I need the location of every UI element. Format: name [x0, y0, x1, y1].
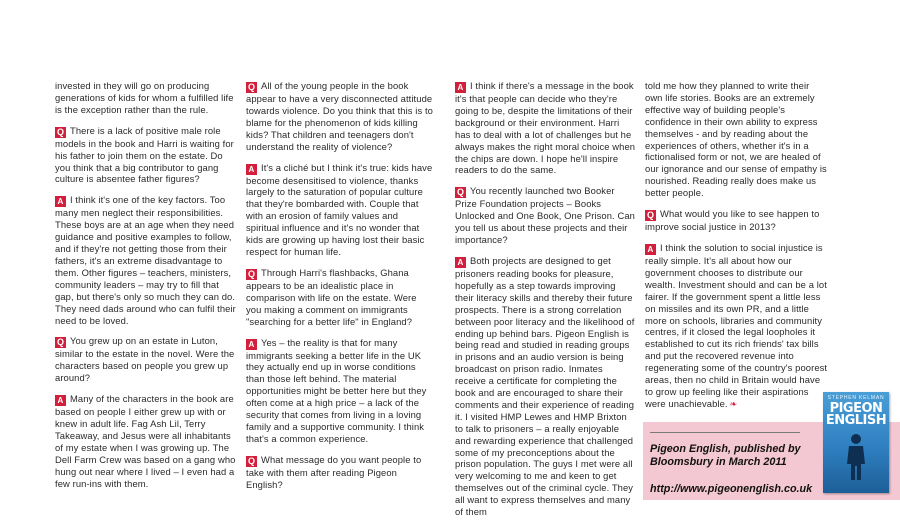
answer-paragraph — [246, 337, 434, 445]
paragraph-text: There is a lack of positive male role models in the book and Harri is waiting for his father to join them on the estate. Do you think that a big contributor to gang culture is absentee father figures? — [55, 124, 234, 185]
paragraph-text: Through Harri's flashbacks, Ghana appears to be an idealistic place in comparison with life on the estate. Were you making a comment on immigrants "searching for a better life" in England? — [246, 266, 417, 327]
paragraph-text: It's a cliché but I think it's true: kids have become desensitised to violence, thanks largely to the saturation of popular culture that they're bombarded with. Couple that with an erosion of family values and spiritual influence and it's no wonder that kids are growing up having lost their basic respect for human life. — [246, 161, 433, 257]
book-cover-image — [823, 392, 889, 493]
answer-marker-icon: A — [246, 164, 257, 175]
answer-paragraph — [645, 242, 829, 411]
answer-paragraph — [55, 194, 237, 326]
question-paragraph — [455, 185, 636, 246]
paragraph-text: What message do you want people to take with them after reading Pigeon English? — [246, 453, 422, 490]
column-2 — [246, 80, 434, 500]
publication-info: Pigeon English, published by Bloomsbury in March 2011 — [650, 443, 801, 468]
end-of-article-icon: ❧ — [729, 398, 738, 409]
paragraph-text: I think the solution to social injustice is really simple. It's all about how our government chooses to distribute our wealth. Investment should and can be a lot fairer. If the government spent a little less on missiles and its own PR, and a little more on schools, libraries and community centres, if it closed the legal loopholes it established to cut its rich friends' tax bills and put the recovered revenue into regenerating some of the country's poorest areas, then no child in Britain would have to grow up feeling like their aspirations were unachievable. — [645, 241, 828, 409]
question-paragraph — [246, 80, 434, 153]
question-marker-icon: Q — [56, 126, 65, 137]
question-paragraph — [246, 267, 434, 328]
website-link[interactable]: http://www.pigeonenglish.co.uk — [650, 483, 813, 495]
column-3 — [455, 80, 636, 527]
answer-marker-icon: A — [455, 82, 466, 93]
book-cover-author: STEPHEN KELMAN — [827, 395, 885, 401]
answer-marker-icon: A — [55, 395, 66, 406]
answer-paragraph — [55, 393, 237, 489]
paragraph-text: invested in they will go on producing generations of kids for whom a fulfilled life is the exception rather than the rule. — [55, 80, 234, 115]
question-marker-icon: Q — [56, 337, 65, 348]
answer-paragraph — [455, 255, 636, 518]
question-marker-icon: Q — [247, 268, 256, 279]
book-cover-title: PIGEON ENGLISH — [825, 401, 887, 428]
body-paragraph — [645, 80, 829, 199]
question-paragraph — [55, 125, 237, 186]
paragraph-text: Yes – the reality is that for many immigrants seeking a better life in the UK they actually end up in worse conditions than those left behind. The material opportunities might be better here but they often come at a high price – a lack of the security that comes from living in a loving family and a supportive community. I think that's a common experience. — [246, 336, 427, 444]
paragraph-text: You recently launched two Booker Prize Foundation projects – Books Unlocked and One Book, One Prison. Can you tell us about these projects and their importance? — [455, 185, 635, 246]
question-paragraph — [246, 454, 434, 491]
column-4 — [645, 80, 829, 420]
question-marker-icon: Q — [247, 455, 256, 466]
boy-silhouette-icon — [843, 432, 869, 482]
question-marker-icon: Q — [646, 210, 655, 221]
answer-marker-icon: A — [645, 244, 656, 255]
answer-paragraph — [455, 80, 636, 176]
answer-paragraph — [246, 162, 434, 258]
answer-marker-icon: A — [55, 196, 66, 207]
answer-marker-icon: A — [246, 339, 257, 350]
paragraph-text: You grew up on an estate in Luton, similar to the estate in the novel. Were the characters based on people you grew up around? — [55, 335, 235, 384]
column-1 — [55, 80, 237, 498]
question-paragraph — [645, 208, 829, 233]
paragraph-text: Many of the characters in the book are based on people I either grew up with or knew in adult life. Fag Ash Lil, Terry Takeaway, and Jesus were all inhabitants of my estate when I was growing up. The Dell Farm Crew was based on a gang who hung out near where I lived – I even had a few run-ins with them. — [55, 393, 236, 489]
answer-marker-icon: A — [455, 257, 466, 268]
paragraph-text: All of the young people in the book appear to have a very disconnected attitude towards violence. Do you think that this is to blame for the phenomenon of kids killing kids? That children and teenagers don't understand the reality of violence? — [246, 80, 433, 152]
paragraph-text: What would you like to see happen to improve social justice in 2013? — [645, 208, 820, 233]
paragraph-text: Both projects are designed to get prisoners reading books for pleasure, hopefully as a step towards improving their literacy skills and thereby their future prospects. There is a strong correlation between poor literacy and the likelihood of ending up behind bars. Pigeon English is being read and studied in reading groups in prisons and an audio version is being broadcast on prison radio. Inmates receive a certificate for completing the book and are encouraged to share their comments and their experience of reading it. I visited HMP Lewes and HMP Brixton to talk to prisoners – a really enjoyable and rewarding experience that challenged some of my preconceptions about the prison population. The guys I met were all very welcoming to me and keen to get themselves out of the criminal cycle. They all want to express themselves and many of them — [455, 254, 635, 518]
body-paragraph — [55, 80, 237, 116]
paragraph-text: I think it's one of the key factors. Too many men neglect their responsibilities. These boys are at an age when they need guidance and positive examples to follow, and if they're not getting those from their fathers, it's an extreme disadvantage to them. Other figures – teachers, ministers, community leaders – may try to fill that gap, but there's only so much they can do. They need dads around who can fulfil their need to be loved. — [55, 194, 236, 326]
question-paragraph — [55, 335, 237, 384]
paragraph-text: I think if there's a message in the book it's that people can decide who they're going to be, despite the limitations of their background or their environment. Harri has to deal with a lot of challenges but he always makes the right moral choice when the chips are down. I hope he'll inspire readers to do the same. — [455, 80, 636, 176]
paragraph-text: told me how they planned to write their own life stories. Books are an extremely effective way of building people's confidence in their own ability to express themselves - and by reading about the experiences of others, whether it's in a fictionalised form or not, we are healed of our ignorance and our sense of empathy is nourished. Reading really does make us better people. — [645, 80, 827, 199]
question-marker-icon: Q — [456, 187, 465, 198]
info-divider — [650, 432, 800, 433]
question-marker-icon: Q — [247, 82, 256, 92]
